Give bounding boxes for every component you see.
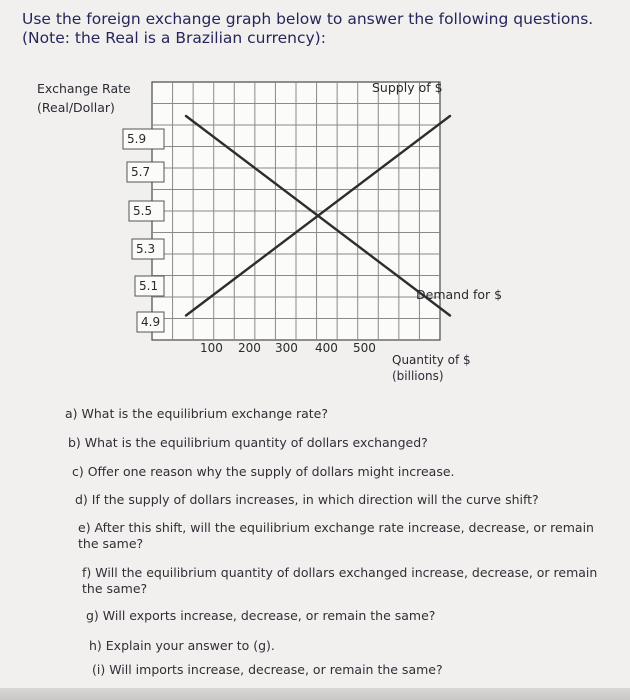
y-tick-label: 5.1 <box>139 279 159 293</box>
y-axis-label-line2: (Real/Dollar) <box>37 100 115 115</box>
question-a: a) What is the equilibrium exchange rate? <box>65 406 329 421</box>
supply-label: Supply of $ <box>372 80 443 95</box>
question-f: f) Will the equilibrium quantity of dollars exchanged increase, decrease, or remain the same? <box>82 565 598 596</box>
x-axis-label <box>392 352 471 384</box>
question-h: h) Explain your answer to (g). <box>89 638 275 653</box>
y-tick-label: 5.7 <box>131 165 151 179</box>
y-tick-label: 4.9 <box>141 315 161 329</box>
question-d: d) If the supply of dollars increases, in which direction will the curve shift? <box>75 492 539 507</box>
question-c: c) Offer one reason why the supply of dollars might increase. <box>72 464 455 479</box>
y-axis-label-line1: Exchange Rate <box>37 81 131 96</box>
demand-label: Demand for $ <box>416 287 503 302</box>
y-tick-label: 5.5 <box>133 204 153 218</box>
question-b: b) What is the equilibrium quantity of dollars exchanged? <box>68 435 428 450</box>
x-tick-label: 100 <box>200 341 223 355</box>
grid <box>152 82 440 340</box>
x-tick-label: 400 <box>315 341 338 355</box>
x-tick-label: 200 <box>238 341 261 355</box>
x-axis-label-line1: Quantity of $ <box>392 353 471 367</box>
x-tick-label: 500 <box>353 341 376 355</box>
instructions: Use the foreign exchange graph below to answer the following questions. (Note: the Real is a Brazilian currency): <box>22 10 594 47</box>
x-axis-label-line2: (billions) <box>392 369 444 383</box>
question-i: (i) Will imports increase, decrease, or remain the same? <box>92 662 443 677</box>
y-tick-label: 5.3 <box>136 242 156 256</box>
y-tick-label: 5.9 <box>127 132 147 146</box>
question-e: e) After this shift, will the equilibrium exchange rate increase, decrease, or remain the same? <box>78 520 594 551</box>
page-edge <box>0 688 630 700</box>
question-g: g) Will exports increase, decrease, or remain the same? <box>86 608 436 623</box>
x-tick-label: 300 <box>275 341 298 355</box>
